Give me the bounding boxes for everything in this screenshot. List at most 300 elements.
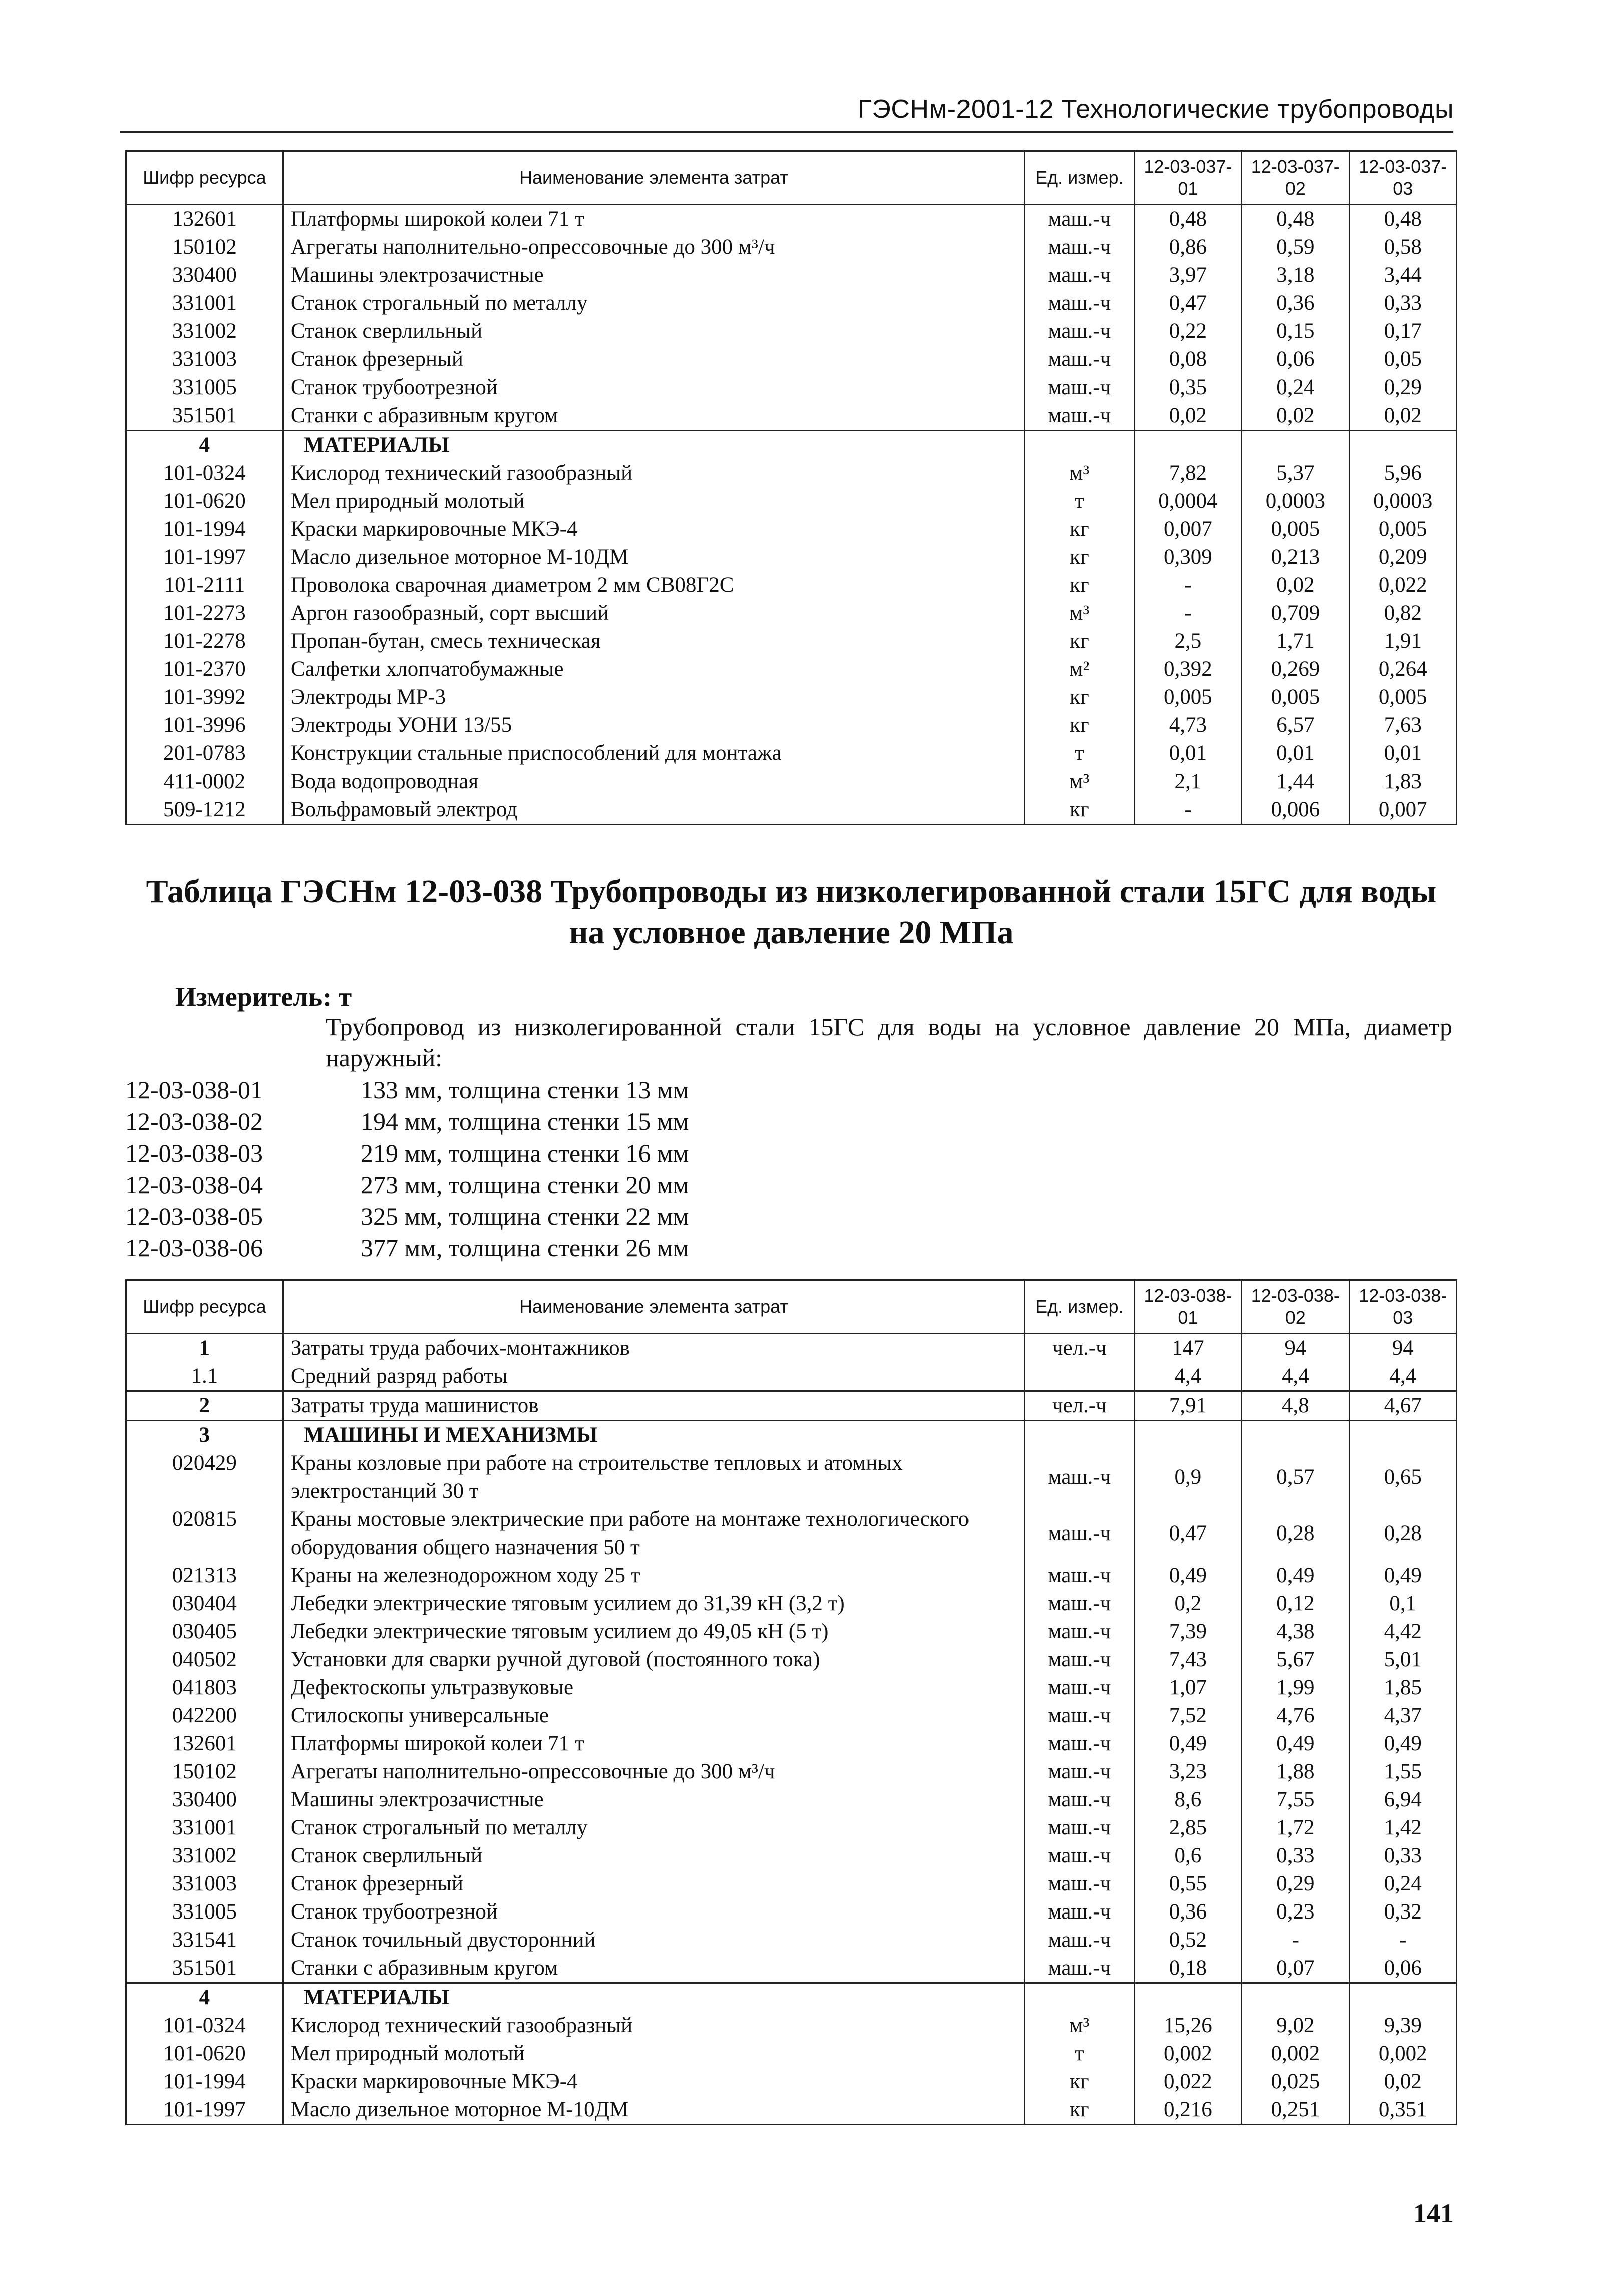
table-row (126, 459, 1457, 487)
cell-value-1: 0,022 (1134, 2068, 1241, 2096)
cell-value-1: 0,9 (1134, 1449, 1241, 1505)
table-row (126, 1702, 1457, 1730)
variant-code: 12-03-038-06 (125, 1234, 263, 1262)
cell-value-3: 0,02 (1349, 402, 1456, 431)
cell-value-3: 9,39 (1349, 2012, 1456, 2040)
table-row (126, 711, 1457, 739)
table-title-line-2: на условное давление 20 МПа (569, 914, 1014, 951)
header-name: Наименование элемента затрат (283, 151, 1024, 205)
cell-value-1: 0,216 (1134, 2096, 1241, 2125)
cell-unit: кг (1024, 627, 1134, 655)
cell-code: 331541 (126, 1926, 283, 1954)
cell-value-2: 5,37 (1242, 459, 1349, 487)
cell-value-2: 1,44 (1242, 768, 1349, 796)
cell-value-1: 4,73 (1134, 711, 1241, 739)
cell-value-2: 0,59 (1242, 233, 1349, 261)
cell-code: 331005 (126, 373, 283, 402)
cell-unit: маш.-ч (1024, 1786, 1134, 1814)
cell-unit: кг (1024, 571, 1134, 599)
cell-name: Машины электрозачистные (283, 1786, 1024, 1814)
cell-value-1: 1,07 (1134, 1674, 1241, 1702)
cell-code: 1 (126, 1334, 283, 1363)
cell-unit (1024, 431, 1134, 460)
cell-value-2: - (1242, 1926, 1349, 1954)
cell-name: Станок строгальный по металлу (283, 1814, 1024, 1842)
cell-value-2: 4,8 (1242, 1391, 1349, 1421)
variant-text: 377 мм, толщина стенки 26 мм (361, 1234, 689, 1262)
variant-code: 12-03-038-02 (125, 1107, 263, 1135)
table-row (126, 1786, 1457, 1814)
cell-value-2 (1242, 431, 1349, 460)
cell-unit: кг (1024, 711, 1134, 739)
cell-name: Станок точильный двусторонний (283, 1926, 1024, 1954)
cell-value-3 (1349, 1421, 1456, 1450)
table-row (126, 317, 1457, 345)
cell-value-1: - (1134, 599, 1241, 627)
cell-name: Станок сверлильный (283, 1842, 1024, 1870)
cell-value-2: 0,005 (1242, 683, 1349, 711)
cell-value-3: 0,05 (1349, 345, 1456, 373)
cell-value-2: 0,23 (1242, 1898, 1349, 1926)
cell-unit: маш.-ч (1024, 1814, 1134, 1842)
cell-code: 101-3996 (126, 711, 283, 739)
table-row (126, 1814, 1457, 1842)
cell-value-2: 0,49 (1242, 1562, 1349, 1590)
cell-value-2: 0,002 (1242, 2040, 1349, 2068)
cell-value-3: 0,33 (1349, 289, 1456, 317)
table-row (126, 402, 1457, 431)
cell-value-3: 0,002 (1349, 2040, 1456, 2068)
cell-code: 3 (126, 1421, 283, 1450)
cell-name: МАТЕРИАЛЫ (283, 1983, 1024, 2012)
cell-unit: маш.-ч (1024, 1590, 1134, 1618)
cell-value-3: 0,209 (1349, 543, 1456, 571)
cell-value-3: 0,32 (1349, 1898, 1456, 1926)
cell-value-1: 147 (1134, 1334, 1241, 1363)
section-row (126, 1983, 1457, 2012)
cell-name: Краски маркировочные МКЭ-4 (283, 2068, 1024, 2096)
cell-value-1: 0,01 (1134, 739, 1241, 768)
cell-value-1 (1134, 431, 1241, 460)
cell-value-1: 0,86 (1134, 233, 1241, 261)
cell-code: 509-1212 (126, 796, 283, 825)
cell-unit: маш.-ч (1024, 1646, 1134, 1674)
cell-name: Станок трубоотрезной (283, 373, 1024, 402)
variant-text: 194 мм, толщина стенки 15 мм (361, 1107, 689, 1135)
variant-item (125, 1201, 689, 1232)
cell-value-3: 0,65 (1349, 1449, 1456, 1505)
table-row (126, 2096, 1457, 2125)
cell-value-2: 3,18 (1242, 261, 1349, 289)
cell-value-3: 0,264 (1349, 655, 1456, 683)
cell-code: 4 (126, 431, 283, 460)
table-row (126, 289, 1457, 317)
cell-value-1: 0,002 (1134, 2040, 1241, 2068)
resource-table-037 (125, 150, 1457, 825)
cell-name: Агрегаты наполнительно-опрессовочные до 300 м³/ч (283, 1758, 1024, 1786)
cell-value-3: 0,01 (1349, 739, 1456, 768)
table-row (126, 2012, 1457, 2040)
cell-code: 331003 (126, 345, 283, 373)
cell-name: Платформы широкой колеи 71 т (283, 1730, 1024, 1758)
cell-value-2: 1,71 (1242, 627, 1349, 655)
cell-value-1: 0,47 (1134, 1505, 1241, 1562)
cell-value-2: 0,28 (1242, 1505, 1349, 1562)
cell-name: Станок фрезерный (283, 345, 1024, 373)
header-col-3: 12-03-037-03 (1349, 151, 1456, 205)
cell-unit: маш.-ч (1024, 233, 1134, 261)
cell-value-3: 0,49 (1349, 1562, 1456, 1590)
header-col-1: 12-03-038-01 (1134, 1280, 1241, 1334)
cell-value-2: 0,02 (1242, 402, 1349, 431)
cell-name: Установки для сварки ручной дуговой (постоянного тока) (283, 1646, 1024, 1674)
cell-value-1: 3,23 (1134, 1758, 1241, 1786)
cell-value-1: 7,39 (1134, 1618, 1241, 1646)
cell-value-3: 0,005 (1349, 683, 1456, 711)
cell-value-2: 0,01 (1242, 739, 1349, 768)
variant-code: 12-03-038-03 (125, 1139, 263, 1167)
cell-unit: т (1024, 739, 1134, 768)
cell-unit: кг (1024, 515, 1134, 543)
table-row (126, 543, 1457, 571)
cell-value-2: 0,005 (1242, 515, 1349, 543)
cell-code: 101-0324 (126, 2012, 283, 2040)
cell-code: 030405 (126, 1618, 283, 1646)
cell-unit: кг (1024, 543, 1134, 571)
cell-value-2: 4,4 (1242, 1362, 1349, 1391)
cell-value-1: 0,48 (1134, 205, 1241, 234)
header-col-3: 12-03-038-03 (1349, 1280, 1456, 1334)
cell-unit: кг (1024, 2068, 1134, 2096)
cell-value-1: 0,005 (1134, 683, 1241, 711)
cell-name: Кислород технический газообразный (283, 459, 1024, 487)
cell-unit: м³ (1024, 599, 1134, 627)
cell-value-1: 2,1 (1134, 768, 1241, 796)
cell-name: Краски маркировочные МКЭ-4 (283, 515, 1024, 543)
cell-unit: маш.-ч (1024, 1758, 1134, 1786)
cell-value-3: 94 (1349, 1334, 1456, 1363)
cell-value-1: 7,91 (1134, 1391, 1241, 1421)
cell-name: Кислород технический газообразный (283, 2012, 1024, 2040)
cell-value-3: 4,37 (1349, 1702, 1456, 1730)
cell-value-1 (1134, 1983, 1241, 2012)
table-title (125, 871, 1457, 953)
cell-value-2: 0,36 (1242, 289, 1349, 317)
cell-code: 101-1997 (126, 2096, 283, 2125)
cell-unit: маш.-ч (1024, 373, 1134, 402)
cell-name: Электроды УОНИ 13/55 (283, 711, 1024, 739)
cell-value-3: 0,007 (1349, 796, 1456, 825)
cell-unit: т (1024, 487, 1134, 515)
cell-code: 132601 (126, 205, 283, 234)
cell-value-2: 7,55 (1242, 1786, 1349, 1814)
cell-value-3 (1349, 431, 1456, 460)
table-row (126, 1926, 1457, 1954)
cell-unit: маш.-ч (1024, 289, 1134, 317)
cell-unit: маш.-ч (1024, 1842, 1134, 1870)
table-row (126, 768, 1457, 796)
cell-unit: маш.-ч (1024, 261, 1134, 289)
table-title-line-1: Таблица ГЭСНм 12-03-038 Трубопроводы из низколегированной стали 15ГС для воды (146, 873, 1437, 910)
cell-value-3: 5,01 (1349, 1646, 1456, 1674)
cell-value-2: 0,0003 (1242, 487, 1349, 515)
cell-value-1: 7,52 (1134, 1702, 1241, 1730)
cell-value-2: 0,02 (1242, 571, 1349, 599)
cell-value-3: 0,48 (1349, 205, 1456, 234)
table-row (126, 2068, 1457, 2096)
cell-value-1: 8,6 (1134, 1786, 1241, 1814)
cell-unit: м³ (1024, 768, 1134, 796)
cell-value-1: 2,85 (1134, 1814, 1241, 1842)
table-row (126, 1870, 1457, 1898)
header-unit: Ед. измер. (1024, 1280, 1134, 1334)
work-description: Трубопровод из низколегированной стали 15ГС для воды на условное давление 20 МПа, диаметр наружный: (326, 1013, 1452, 1072)
cell-value-2: 0,251 (1242, 2096, 1349, 2125)
cell-value-3: 0,33 (1349, 1842, 1456, 1870)
cell-unit: маш.-ч (1024, 1505, 1134, 1562)
cell-value-3: 0,1 (1349, 1590, 1456, 1618)
cell-value-3: 0,0003 (1349, 487, 1456, 515)
table-row (126, 1646, 1457, 1674)
cell-name: Лебедки электрические тяговым усилием до 31,39 кН (3,2 т) (283, 1590, 1024, 1618)
cell-code: 150102 (126, 1758, 283, 1786)
cell-value-2: 0,15 (1242, 317, 1349, 345)
cell-value-1: - (1134, 796, 1241, 825)
cell-code: 020429 (126, 1449, 283, 1505)
cell-name: Станок сверлильный (283, 317, 1024, 345)
cell-value-1: 0,49 (1134, 1562, 1241, 1590)
cell-value-3: 0,58 (1349, 233, 1456, 261)
cell-name: Краны на железнодорожном ходу 25 т (283, 1562, 1024, 1590)
table-row (126, 571, 1457, 599)
header-col-2: 12-03-038-02 (1242, 1280, 1349, 1334)
resource-table-038 (125, 1279, 1457, 2125)
cell-code: 351501 (126, 1954, 283, 1983)
cell-value-3: - (1349, 1926, 1456, 1954)
cell-name: Станки с абразивным кругом (283, 402, 1024, 431)
cell-code: 4 (126, 1983, 283, 2012)
cell-name: Салфетки хлопчатобумажные (283, 655, 1024, 683)
cell-value-1: 4,4 (1134, 1362, 1241, 1391)
cell-name: Станок строгальный по металлу (283, 289, 1024, 317)
table-row (126, 1505, 1457, 1562)
cell-name: Проволока сварочная диаметром 2 мм СВ08Г2С (283, 571, 1024, 599)
cell-value-2: 4,76 (1242, 1702, 1349, 1730)
cell-code: 101-2273 (126, 599, 283, 627)
cell-code: 101-2278 (126, 627, 283, 655)
cell-code: 041803 (126, 1674, 283, 1702)
cell-value-2 (1242, 1421, 1349, 1450)
cell-code: 201-0783 (126, 739, 283, 768)
table-row (126, 205, 1457, 234)
cell-value-3: 4,4 (1349, 1362, 1456, 1391)
cell-unit: маш.-ч (1024, 402, 1134, 431)
cell-value-1: 0,49 (1134, 1730, 1241, 1758)
cell-code: 042200 (126, 1702, 283, 1730)
cell-name: Станки с абразивным кругом (283, 1954, 1024, 1983)
page-number: 141 (1413, 2198, 1454, 2228)
cell-value-1: 7,43 (1134, 1646, 1241, 1674)
cell-unit (1024, 1362, 1134, 1391)
cell-value-2: 0,49 (1242, 1730, 1349, 1758)
cell-value-3: 7,63 (1349, 711, 1456, 739)
table-row (126, 683, 1457, 711)
cell-name: Вольфрамовый электрод (283, 796, 1024, 825)
variant-item (125, 1169, 689, 1201)
header-code: Шифр ресурса (126, 151, 283, 205)
table-row (126, 487, 1457, 515)
cell-value-2: 5,67 (1242, 1646, 1349, 1674)
cell-code: 2 (126, 1391, 283, 1421)
cell-value-2: 0,213 (1242, 543, 1349, 571)
cell-unit: маш.-ч (1024, 1730, 1134, 1758)
cell-value-2: 0,12 (1242, 1590, 1349, 1618)
cell-value-1: 3,97 (1134, 261, 1241, 289)
cell-code: 101-1994 (126, 2068, 283, 2096)
variant-code: 12-03-038-04 (125, 1171, 263, 1199)
cell-value-3: 5,96 (1349, 459, 1456, 487)
table-row (126, 655, 1457, 683)
table-row (126, 261, 1457, 289)
section-row (126, 1421, 1457, 1450)
table-row (126, 599, 1457, 627)
running-head: ГЭСНм-2001-12 Технологические трубопроводы (857, 95, 1454, 124)
cell-value-1: 0,007 (1134, 515, 1241, 543)
cell-value-3: 4,42 (1349, 1618, 1456, 1646)
cell-value-2: 1,72 (1242, 1814, 1349, 1842)
cell-value-1: 0,35 (1134, 373, 1241, 402)
cell-value-1: 0,52 (1134, 1926, 1241, 1954)
cell-value-3: 4,67 (1349, 1391, 1456, 1421)
cell-name: Пропан-бутан, смесь техническая (283, 627, 1024, 655)
cell-unit (1024, 1983, 1134, 2012)
cell-value-3: 0,022 (1349, 571, 1456, 599)
cell-code: 330400 (126, 1786, 283, 1814)
cell-value-3: 0,49 (1349, 1730, 1456, 1758)
cell-code: 331002 (126, 1842, 283, 1870)
cell-name: Конструкции стальные приспособлений для монтажа (283, 739, 1024, 768)
header-col-2: 12-03-037-02 (1242, 151, 1349, 205)
cell-name: МАШИНЫ И МЕХАНИЗМЫ (283, 1421, 1024, 1450)
cell-value-3: 0,005 (1349, 515, 1456, 543)
cell-code: 150102 (126, 233, 283, 261)
cell-value-2: 4,38 (1242, 1618, 1349, 1646)
variant-code: 12-03-038-05 (125, 1202, 263, 1230)
cell-code: 101-1997 (126, 543, 283, 571)
cell-value-2: 9,02 (1242, 2012, 1349, 2040)
table-row (126, 1590, 1457, 1618)
cell-value-3: 0,351 (1349, 2096, 1456, 2125)
cell-unit: м³ (1024, 459, 1134, 487)
cell-code: 331002 (126, 317, 283, 345)
header-unit: Ед. измер. (1024, 151, 1134, 205)
cell-value-2: 1,99 (1242, 1674, 1349, 1702)
cell-value-2: 0,24 (1242, 373, 1349, 402)
cell-name: Платформы широкой колеи 71 т (283, 205, 1024, 234)
cell-code: 331001 (126, 1814, 283, 1842)
cell-code: 101-2370 (126, 655, 283, 683)
cell-unit: маш.-ч (1024, 317, 1134, 345)
variant-item (125, 1106, 689, 1137)
cell-name: МАТЕРИАЛЫ (283, 431, 1024, 460)
cell-code: 331001 (126, 289, 283, 317)
cell-value-2 (1242, 1983, 1349, 2012)
cell-unit: маш.-ч (1024, 345, 1134, 373)
table-row (126, 2040, 1457, 2068)
cell-value-3: 0,06 (1349, 1954, 1456, 1983)
table-row (126, 1758, 1457, 1786)
cell-name: Вода водопроводная (283, 768, 1024, 796)
table-row (126, 796, 1457, 825)
cell-unit (1024, 1421, 1134, 1450)
cell-name: Затраты труда рабочих-монтажников (283, 1334, 1024, 1363)
cell-unit: маш.-ч (1024, 1618, 1134, 1646)
variant-item (125, 1074, 689, 1106)
variant-item (125, 1232, 689, 1264)
cell-code: 101-0324 (126, 459, 283, 487)
table-row (126, 1954, 1457, 1983)
cell-value-3: 1,42 (1349, 1814, 1456, 1842)
cell-unit: маш.-ч (1024, 1954, 1134, 1983)
cell-name: Краны мостовые электрические при работе на монтаже технологического оборудования общего назначения 50 т (283, 1505, 1024, 1562)
cell-name: Лебедки электрические тяговым усилием до 49,05 кН (5 т) (283, 1618, 1024, 1646)
cell-name: Станок трубоотрезной (283, 1898, 1024, 1926)
table-row (126, 627, 1457, 655)
cell-name: Станок фрезерный (283, 1870, 1024, 1898)
header-col-1: 12-03-037-01 (1134, 151, 1241, 205)
cell-unit: маш.-ч (1024, 1898, 1134, 1926)
cell-value-3: 3,44 (1349, 261, 1456, 289)
cell-value-1: 0,309 (1134, 543, 1241, 571)
cell-name: Мел природный молотый (283, 487, 1024, 515)
cell-value-2: 0,025 (1242, 2068, 1349, 2096)
cell-value-1: 0,08 (1134, 345, 1241, 373)
cell-name: Затраты труда машинистов (283, 1391, 1024, 1421)
section-row (126, 431, 1457, 460)
cell-code: 101-2111 (126, 571, 283, 599)
cell-unit: маш.-ч (1024, 1674, 1134, 1702)
cell-code: 101-1994 (126, 515, 283, 543)
table-header-row (126, 151, 1457, 205)
cell-value-3: 0,17 (1349, 317, 1456, 345)
cell-value-2: 94 (1242, 1334, 1349, 1363)
table-row (126, 1562, 1457, 1590)
cell-unit: т (1024, 2040, 1134, 2068)
cell-unit: маш.-ч (1024, 1562, 1134, 1590)
cell-unit: кг (1024, 2096, 1134, 2125)
cell-value-1: 0,0004 (1134, 487, 1241, 515)
cell-name: Машины электрозачистные (283, 261, 1024, 289)
cell-value-1: 0,6 (1134, 1842, 1241, 1870)
cell-code: 040502 (126, 1646, 283, 1674)
cell-code: 330400 (126, 261, 283, 289)
cell-code: 132601 (126, 1730, 283, 1758)
cell-value-1: 0,55 (1134, 1870, 1241, 1898)
cell-unit: маш.-ч (1024, 1449, 1134, 1505)
cell-value-3: 0,24 (1349, 1870, 1456, 1898)
cell-code: 020815 (126, 1505, 283, 1562)
table-row (126, 1362, 1457, 1391)
cell-unit: маш.-ч (1024, 205, 1134, 234)
table-header-row (126, 1280, 1457, 1334)
cell-value-3: 1,91 (1349, 627, 1456, 655)
variant-code: 12-03-038-01 (125, 1076, 263, 1104)
header-name: Наименование элемента затрат (283, 1280, 1024, 1334)
cell-value-2: 0,48 (1242, 205, 1349, 234)
cell-value-3: 1,55 (1349, 1758, 1456, 1786)
table-row (126, 739, 1457, 768)
table-row (126, 233, 1457, 261)
